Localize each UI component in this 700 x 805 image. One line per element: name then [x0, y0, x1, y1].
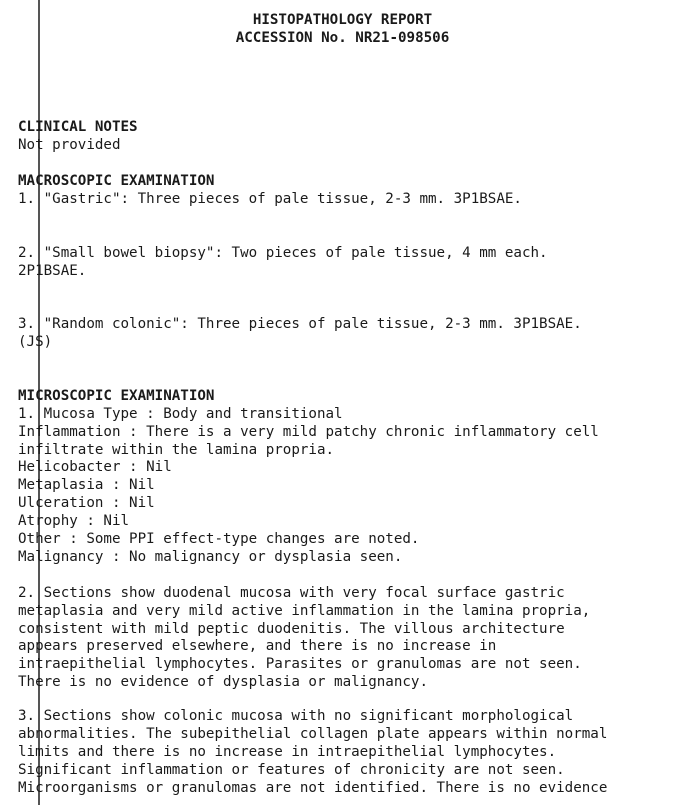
- micro-item-1-line: Malignancy : No malignancy or dysplasia seen.: [18, 549, 403, 565]
- report-title: HISTOPATHOLOGY REPORT: [252, 12, 433, 28]
- micro-item-1-line: Helicobacter : Nil: [18, 459, 172, 475]
- micro-item-1-line: 1. Mucosa Type : Body and transitional: [18, 406, 343, 422]
- clinical-notes-heading: CLINICAL NOTES: [18, 119, 138, 135]
- micro-item-3-line: Significant inflammation or features of chronicity are not seen.: [18, 762, 565, 778]
- micro-item-3-line: abnormalities. The subepithelial collagen plate appears within normal: [18, 726, 608, 742]
- micro-item-1-line: infiltrate within the lamina propria.: [18, 442, 335, 458]
- macro-item-1-line-1: 1. "Gastric": Three pieces of pale tissue, 2-3 mm. 3P1BSAE.: [18, 191, 522, 207]
- macro-item-3-line-1: 3. "Random colonic": Three pieces of pale tissue, 2-3 mm. 3P1BSAE.: [18, 316, 582, 332]
- microscopic-heading: MICROSCOPIC EXAMINATION: [18, 388, 215, 404]
- micro-item-2-line: intraepithelial lymphocytes. Parasites or granulomas are not seen.: [18, 656, 582, 672]
- micro-item-3-line: limits and there is no increase in intraepithelial lymphocytes.: [18, 744, 557, 760]
- micro-item-1-line: Ulceration : Nil: [18, 495, 155, 511]
- micro-item-1-line: Inflammation : There is a very mild patchy chronic inflammatory cell: [18, 424, 599, 440]
- macro-item-2-line-1: 2. "Small bowel biopsy": Two pieces of pale tissue, 4 mm each.: [18, 245, 548, 261]
- micro-item-1-line: Metaplasia : Nil: [18, 477, 155, 493]
- accession-number: ACCESSION No. NR21-098506: [235, 30, 450, 46]
- micro-item-3-line: Microorganisms or granulomas are not identified. There is no evidence: [18, 780, 608, 796]
- micro-item-2-line: metaplasia and very mild active inflammation in the lamina propria,: [18, 603, 591, 619]
- micro-item-3-line: 3. Sections show colonic mucosa with no significant morphological: [18, 708, 574, 724]
- micro-item-2-line: There is no evidence of dysplasia or malignancy.: [18, 674, 428, 690]
- macroscopic-heading: MACROSCOPIC EXAMINATION: [18, 173, 215, 189]
- clinical-notes-text: Not provided: [18, 137, 121, 153]
- micro-item-2-line: 2. Sections show duodenal mucosa with very focal surface gastric: [18, 585, 565, 601]
- macro-item-2-line-2: 2P1BSAE.: [18, 263, 87, 279]
- micro-item-1-line: Other : Some PPI effect-type changes are noted.: [18, 531, 420, 547]
- micro-item-2-line: appears preserved elsewhere, and there is no increase in: [18, 638, 497, 654]
- macro-item-3-line-2: (JS): [18, 334, 53, 350]
- micro-item-2-line: consistent with mild peptic duodenitis. The villous architecture: [18, 621, 565, 637]
- micro-item-1-line: Atrophy : Nil: [18, 513, 130, 529]
